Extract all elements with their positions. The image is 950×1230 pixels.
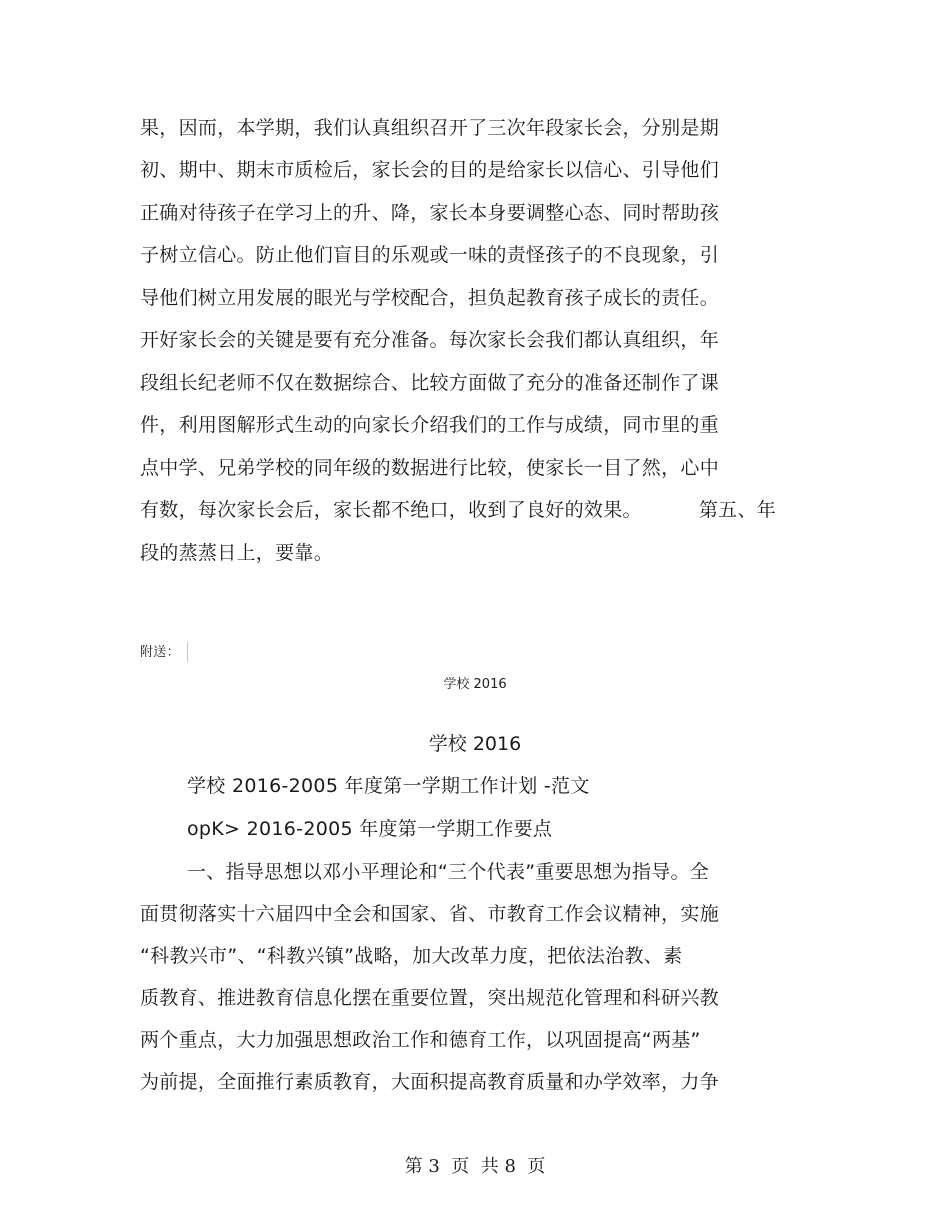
plan-subtitle: opK> 2016-2005 年度第一学期工作要点 bbox=[187, 818, 553, 840]
body-line: 有数，每次家长会后，家长都不绝口，收到了良好的效果。 第五、年 bbox=[140, 499, 777, 521]
section-title: 学校 2016 bbox=[428, 733, 522, 755]
body-line: 初、期中、期末市质检后，家长会的目的是给家长以信心、引导他们 bbox=[140, 159, 720, 181]
plan-line: “科教兴市”、“科教兴镇”战略，加大改革力度，把依法治教、素 bbox=[140, 945, 683, 967]
plan-title: 学校 2016-2005 年度第一学期工作计划 -范文 bbox=[187, 775, 590, 797]
small-title: 学校 2016 bbox=[443, 677, 507, 692]
plan-line: 面贯彻落实十六届四中全会和国家、省、市教育工作会议精神，实施 bbox=[140, 903, 720, 925]
attached-label: 附送： bbox=[140, 645, 180, 660]
body-line: 果，因而，本学期，我们认真组织召开了三次年段家长会，分别是期 bbox=[140, 117, 720, 139]
body-line: 导他们树立用发展的眼光与学校配合，担负起教育孩子成长的责任。 bbox=[140, 287, 720, 309]
body-line: 段组长纪老师不仅在数据综合、比较方面做了充分的准备还制作了课 bbox=[140, 372, 720, 394]
body-line: 正确对待孩子在学习上的升、降，家长本身要调整心态、同时帮助孩 bbox=[140, 202, 720, 224]
body-line: 点中学、兄弟学校的同年级的数据进行比较，使家长一目了然，心中 bbox=[140, 457, 720, 479]
plan-line: 两个重点，大力加强思想政治工作和德育工作，以巩固提高“两基” bbox=[140, 1029, 701, 1051]
page-footer: 第 3 页 共 8 页 bbox=[404, 1156, 546, 1177]
body-line: 子树立信心。防止他们盲目的乐观或一味的责怪孩子的不良现象，引 bbox=[140, 244, 720, 266]
plan-line: 为前提，全面推行素质教育，大面积提高教育质量和办学效率，力争 bbox=[140, 1071, 720, 1093]
plan-line: 质教育、推进教育信息化摆在重要位置，突出规范化管理和科研兴教 bbox=[140, 987, 720, 1009]
plan-line: 一、指导思想以邓小平理论和“三个代表”重要思想为指导。全 bbox=[187, 861, 710, 883]
body-line: 件，利用图解形式生动的向家长介绍我们的工作与成绩，同市里的重 bbox=[140, 414, 720, 436]
body-line: 开好家长会的关键是要有充分准备。每次家长会我们都认真组织，年 bbox=[140, 329, 720, 351]
body-line: 段的蒸蒸日上，要靠。 bbox=[140, 542, 334, 564]
separator-mark bbox=[187, 642, 188, 662]
